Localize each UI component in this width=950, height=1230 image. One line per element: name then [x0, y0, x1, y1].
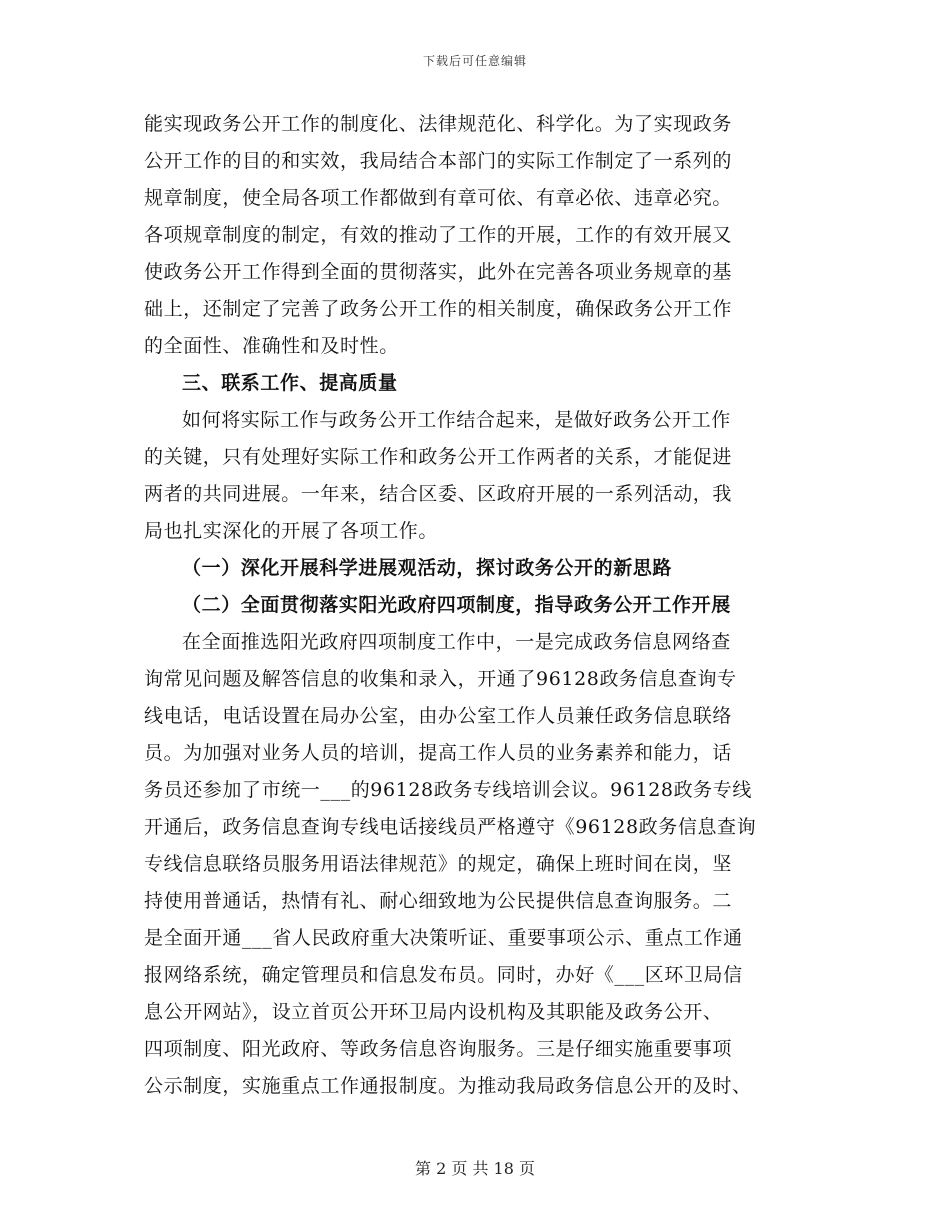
text-line: 报网络系统，确定管理员和信息发布员。同时，办好《___区环卫局信 [144, 964, 743, 986]
text-line: 开通后，政务信息查询专线电话接线员严格遵守《96128政务信息查询 [144, 816, 757, 838]
text-line: 线电话，电话设置在局办公室，由办公室工作人员兼任政务信息联络 [144, 705, 733, 727]
subsection-heading: （二）全面贯彻落实阳光政府四项制度，指导政务公开工作开展 [182, 594, 731, 616]
text-line: 局也扎实深化的开展了各项工作。 [144, 520, 439, 542]
text-line: 两者的共同进展。一年来，结合区委、区政府开展的一系列活动，我 [144, 483, 733, 505]
page-number-footer: 第 2 页 共 18 页 [415, 1159, 535, 1178]
text-line: 四项制度、阳光政府、等政务信息咨询服务。三是仔细实施重要事项 [144, 1038, 733, 1060]
text-line: 员。为加强对业务人员的培训，提高工作人员的业务素养和能力，话 [144, 742, 733, 764]
text-line: 如何将实际工作与政务公开工作结合起来，是做好政务公开工作 [182, 409, 731, 431]
text-line: 公示制度，实施重点工作通报制度。为推动我局政务信息公开的及时、 [144, 1075, 752, 1097]
text-line: 础上，还制定了完善了政务公开工作的相关制度，确保政务公开工作 [144, 298, 733, 320]
page-header: 下载后可任意编辑 [422, 54, 527, 68]
document-body [144, 106, 804, 1105]
text-line: 务员还参加了市统一___的96128政务专线培训会议。96128政务专线 [144, 779, 752, 801]
text-line: 各项规章制度的制定，有效的推动了工作的开展，工作的有效开展又 [144, 224, 733, 246]
text-line: 询常见问题及解答信息的收集和录入，开通了96128政务信息查询专 [144, 668, 737, 690]
text-line: 专线信息联络员服务用语法律规范》的规定，确保上班时间在岗，坚 [144, 853, 733, 875]
text-line: 在全面推选阳光政府四项制度工作中，一是完成政务信息网络查 [182, 631, 731, 653]
text-line: 是全面开通___省人民政府重大决策听证、重要事项公示、重点工作通 [144, 927, 743, 949]
text-line: 的关键，只有处理好实际工作和政务公开工作两者的关系，才能促进 [144, 446, 733, 468]
text-line: 规章制度，使全局各项工作都做到有章可依、有章必依、违章必究。 [144, 187, 733, 209]
section-heading: 三、联系工作、提高质量 [182, 372, 398, 394]
text-line: 使政务公开工作得到全面的贯彻落实，此外在完善各项业务规章的基 [144, 261, 733, 283]
text-line: 公开工作的目的和实效，我局结合本部门的实际工作制定了一系列的 [144, 150, 733, 172]
text-line: 持使用普通话，热情有礼、耐心细致地为公民提供信息查询服务。二 [144, 890, 733, 912]
subsection-heading: （一）深化开展科学进展观活动，探讨政务公开的新思路 [182, 557, 673, 579]
text-line: 的全面性、准确性和及时性。 [144, 335, 399, 357]
text-line: 能实现政务公开工作的制度化、法律规范化、科学化。为了实现政务 [144, 113, 733, 135]
text-line: 息公开网站》，设立首页公开环卫局内设机构及其职能及政务公开、 [144, 1001, 723, 1023]
